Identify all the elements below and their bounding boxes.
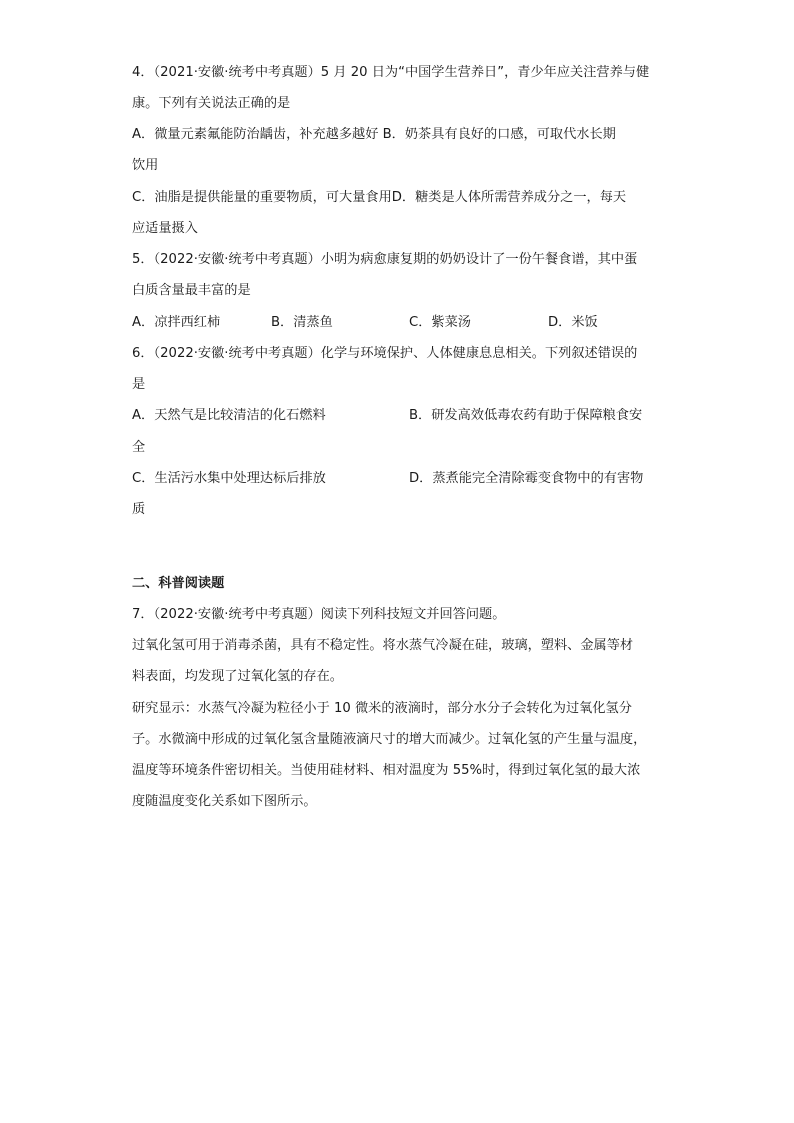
q6-option-a: A．天然气是比较清洁的化石燃料	[132, 408, 326, 423]
q4-options-line-2: 饮用	[132, 158, 159, 173]
q7-passage-line-6: 度随温度变化关系如下图所示。	[132, 794, 317, 809]
q4-stem-line-1: 4．（2021·安徽·统考中考真题）5 月 20 日为“中国学生营养日”，青少年应关注营养与健	[132, 65, 650, 80]
section-heading: 二、科普阅读题	[132, 576, 225, 591]
q7-passage-line-2: 料表面，均发现了过氧化氢的存在。	[132, 669, 343, 684]
q4-options-line-4: 应适量摄入	[132, 221, 198, 236]
q7-passage-line-1: 过氧化氢可用于消毒杀菌，具有不稳定性。将水蒸气冷凝在硅，玻璃，塑料、金属等材	[132, 638, 634, 653]
q5-option-b: B．清蒸鱼	[271, 315, 333, 330]
q6-option-c: C．生活污水集中处理达标后排放	[132, 471, 326, 486]
q5-stem-line-2: 白质含量最丰富的是	[132, 283, 251, 298]
q6-option-d-continued: 质	[132, 502, 146, 517]
q7-stem-line-1: 7．（2022·安徽·统考中考真题）阅读下列科技短文并回答问题。	[132, 607, 506, 622]
q5-option-c: C．紫菜汤	[409, 315, 471, 330]
q6-stem-line-1: 6．（2022·安徽·统考中考真题）化学与环境保护、人体健康息息相关。下列叙述错误的	[132, 346, 638, 361]
q7-passage-line-3: 研究显示：水蒸气冷凝为粒径小于 10 微米的液滴时，部分水分子会转化为过氧化氢分	[132, 701, 632, 716]
q6-option-d: D．蒸煮能完全清除霉变食物中的有害物	[409, 471, 644, 486]
q6-option-b: B．研发高效低毒农药有助于保障粮食安	[409, 408, 643, 423]
q5-option-a: A．凉拌西红柿	[132, 315, 221, 330]
q5-stem-line-1: 5．（2022·安徽·统考中考真题）小明为病愈康复期的奶奶设计了一份午餐食谱，其中蛋	[132, 252, 638, 267]
q4-stem-line-2: 康。下列有关说法正确的是	[132, 96, 291, 111]
q7-passage-line-4: 子。水微滴中形成的过氧化氢含量随液滴尺寸的增大而减少。过氧化氢的产生量与温度，	[132, 732, 647, 747]
q6-stem-line-2: 是	[132, 377, 146, 392]
q7-passage-line-5: 温度等环境条件密切相关。当使用硅材料、相对温度为 55%时，得到过氧化氢的最大浓	[132, 763, 641, 778]
q4-options-line-1: A．微量元素氟能防治龋齿，补充越多越好 B．奶茶具有良好的口感，可取代水长期	[132, 127, 616, 142]
q6-option-b-continued: 全	[132, 440, 146, 455]
q5-option-d: D．米饭	[548, 315, 598, 330]
q4-options-line-3: C．油脂是提供能量的重要物质，可大量食用D．糖类是人体所需营养成分之一，每天	[132, 190, 627, 205]
